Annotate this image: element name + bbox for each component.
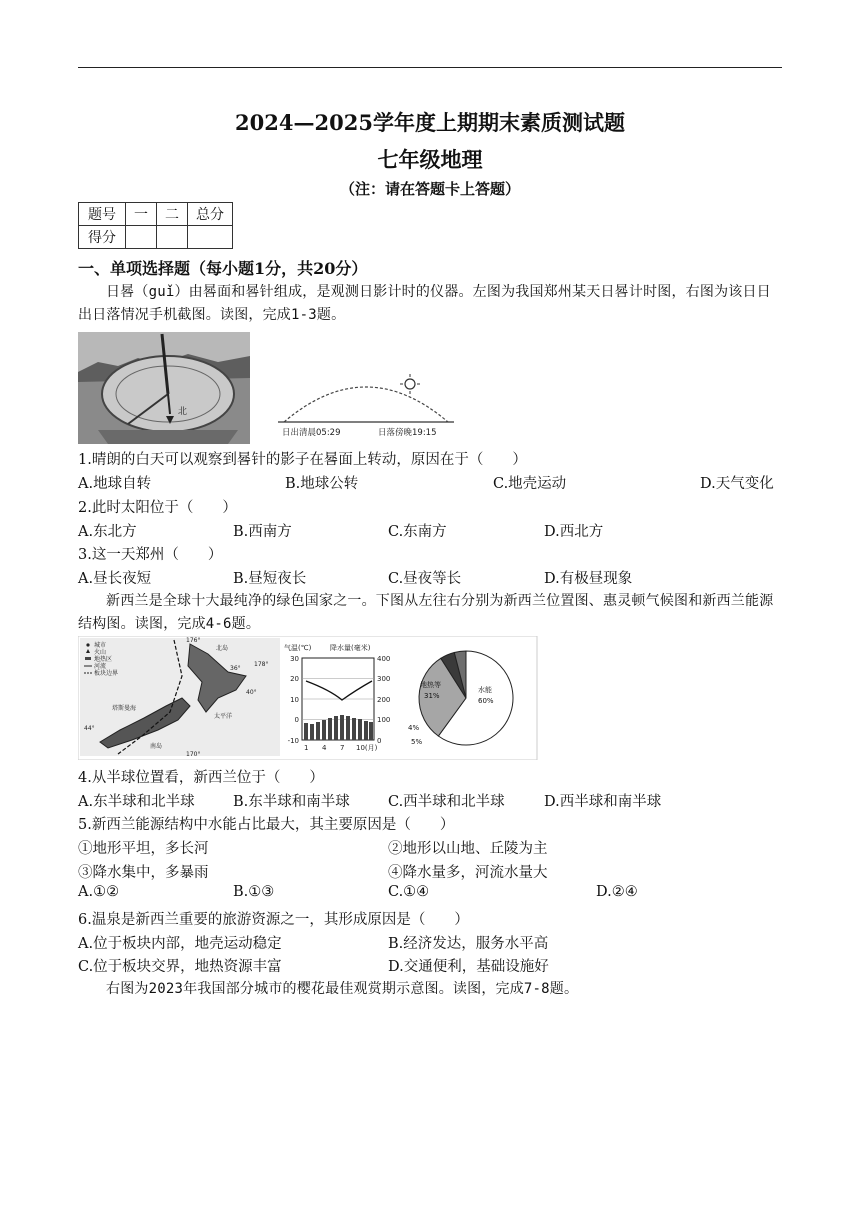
temperature-tick: -10	[287, 737, 299, 745]
month-tick: 7	[340, 744, 345, 752]
question-5-option-a: A.①②	[78, 884, 120, 900]
precipitation-tick: 200	[377, 696, 391, 704]
new-zealand-figure	[78, 636, 538, 764]
score-cell: 得分	[79, 226, 126, 249]
map-legend-item: 城市	[94, 642, 107, 649]
pie-label-hydro: 水能	[478, 686, 492, 694]
question-6-stem: 6.温泉是新西兰重要的旅游资源之一，其形成原因是（ ）	[78, 912, 469, 928]
longitude-label: 178°	[254, 661, 269, 668]
precipitation-tick: 400	[377, 655, 391, 663]
precipitation-tick: 100	[377, 716, 391, 724]
question-5-stem: 5.新西兰能源结构中水能占比最大，其主要原因是（ ）	[78, 817, 455, 833]
answer-note: （注：请在答题卡上答题）	[339, 180, 520, 198]
pie-value-4: 4%	[408, 724, 420, 732]
question-2-option-a: A.东北方	[78, 524, 137, 540]
pie-value-hydro: 60%	[478, 697, 494, 705]
exam-subject: 七年级地理	[377, 147, 483, 172]
question-5-item-2: ②地形以山地、丘陵为主	[388, 841, 548, 857]
question-6-option-d: D.交通便利，基础设施好	[388, 959, 549, 975]
map-legend-item: 火山	[94, 649, 107, 656]
sunrise-sunset-screenshot	[278, 374, 454, 438]
pie-value-5: 5%	[411, 738, 423, 746]
question-5-item-4: ④降水量多，河流水量大	[388, 865, 548, 881]
score-cell	[188, 226, 233, 249]
question-5-item-3: ③降水集中，多暴雨	[78, 865, 209, 881]
section-heading: 一、单项选择题（每小题1分，共20分）	[78, 259, 368, 278]
pie-label-geothermal: 地热等	[420, 681, 441, 689]
score-table-value-row	[79, 226, 233, 249]
top-rule	[78, 67, 782, 68]
score-cell: 二	[157, 203, 188, 226]
place-label: 太平洋	[214, 713, 233, 720]
score-cell: 总分	[188, 203, 233, 226]
exam-title: 2024—2025学年度上期期末素质测试题	[235, 110, 625, 135]
question-3-option-a: A.昼长夜短	[78, 571, 152, 587]
score-cell	[157, 226, 188, 249]
latitude-label: 40°	[246, 689, 257, 696]
precipitation-tick: 300	[377, 675, 391, 683]
sunset-time: 日落傍晚19:15	[378, 428, 437, 438]
question-4-option-c: C.西半球和北半球	[388, 794, 505, 810]
temperature-tick: 10	[290, 696, 299, 704]
sun-icon	[405, 379, 415, 389]
question-4-option-d: D.西半球和南半球	[544, 794, 662, 810]
question-4-option-a: A.东半球和北半球	[78, 794, 195, 810]
temperature-tick: 30	[290, 655, 299, 663]
score-cell	[126, 226, 157, 249]
temperature-tick: 0	[294, 716, 299, 724]
question-2-option-b: B.西南方	[233, 524, 292, 540]
sundial-figure	[78, 332, 458, 448]
question-2-stem: 2.此时太阳位于（ ）	[78, 500, 237, 516]
place-label: 北岛	[216, 645, 229, 652]
question-1-option-b: B.地球公转	[285, 476, 359, 492]
sunrise-time: 日出清晨05:29	[282, 428, 341, 438]
question-5-option-d: D.②④	[596, 884, 638, 900]
question-3-option-b: B.昼短夜长	[233, 571, 307, 587]
question-1-option-a: A.地球自转	[78, 476, 152, 492]
question-2-option-d: D.西北方	[544, 524, 604, 540]
longitude-label: 170°	[186, 751, 201, 758]
place-label: 南岛	[150, 743, 163, 750]
question-2-option-c: C.东南方	[388, 524, 447, 540]
place-label: 塔斯曼海	[112, 705, 137, 712]
intro-paragraph-2: 新西兰是全球十大最纯净的绿色国家之一。下图从左往右分别为新西兰位置图、惠灵顿气候图和新西兰能源结构图。读图，完成4-6题。	[78, 593, 774, 632]
question-1-option-d: D.天气变化	[700, 476, 774, 492]
temperature-axis-label: 气温(℃)	[284, 644, 312, 652]
question-4-stem: 4.从半球位置看，新西兰位于（ ）	[78, 770, 324, 786]
question-6-option-b: B.经济发达，服务水平高	[388, 936, 549, 952]
longitude-label: 176°	[186, 637, 201, 644]
month-tick: 4	[322, 744, 327, 752]
question-3-option-d: D.有极昼现象	[544, 571, 633, 587]
month-tick: 10(月)	[356, 744, 378, 752]
precipitation-tick: 0	[377, 737, 382, 745]
question-1-stem: 1.晴朗的白天可以观察到晷针的影子在晷面上转动，原因在于（ ）	[78, 452, 527, 468]
intro-paragraph-1: 日晷（guǐ）由晷面和晷针组成，是观测日影计时的仪器。左图为我国郑州某天日晷计时图，右图为该日日出日落情况手机截图。读图，完成1-3题。	[78, 284, 771, 323]
latitude-label: 44°	[84, 725, 95, 732]
question-5-option-b: B.①③	[233, 884, 275, 900]
question-5-item-1: ①地形平坦，多长河	[78, 841, 209, 857]
question-4-option-b: B.东半球和南半球	[233, 794, 350, 810]
score-table	[78, 202, 233, 249]
pie-value-geothermal: 31%	[424, 692, 440, 700]
map-legend-item: 河流	[94, 663, 107, 670]
question-3-stem: 3.这一天郑州（ ）	[78, 547, 223, 563]
question-3-option-c: C.昼夜等长	[388, 571, 462, 587]
precipitation-axis-label: 降水量(毫米)	[330, 644, 371, 652]
question-6-option-a: A.位于板块内部，地壳运动稳定	[78, 936, 282, 952]
score-table-header-row	[79, 203, 233, 226]
month-tick: 1	[304, 744, 309, 752]
latitude-label: 36°	[230, 665, 241, 672]
score-cell: 题号	[79, 203, 126, 226]
intro-paragraph-3: 右图为2023年我国部分城市的樱花最佳观赏期示意图。读图，完成7-8题。	[106, 981, 579, 997]
sundial-north-label: 北	[178, 407, 188, 417]
new-zealand-map	[80, 637, 280, 758]
temperature-tick: 20	[290, 675, 299, 683]
question-5-option-c: C.①④	[388, 884, 430, 900]
score-cell: 一	[126, 203, 157, 226]
question-6-option-c: C.位于板块交界，地热资源丰富	[78, 959, 282, 975]
question-1-option-c: C.地壳运动	[493, 476, 567, 492]
map-legend-item: 板块边界	[94, 670, 119, 677]
map-legend-item: 地热区	[94, 656, 113, 663]
